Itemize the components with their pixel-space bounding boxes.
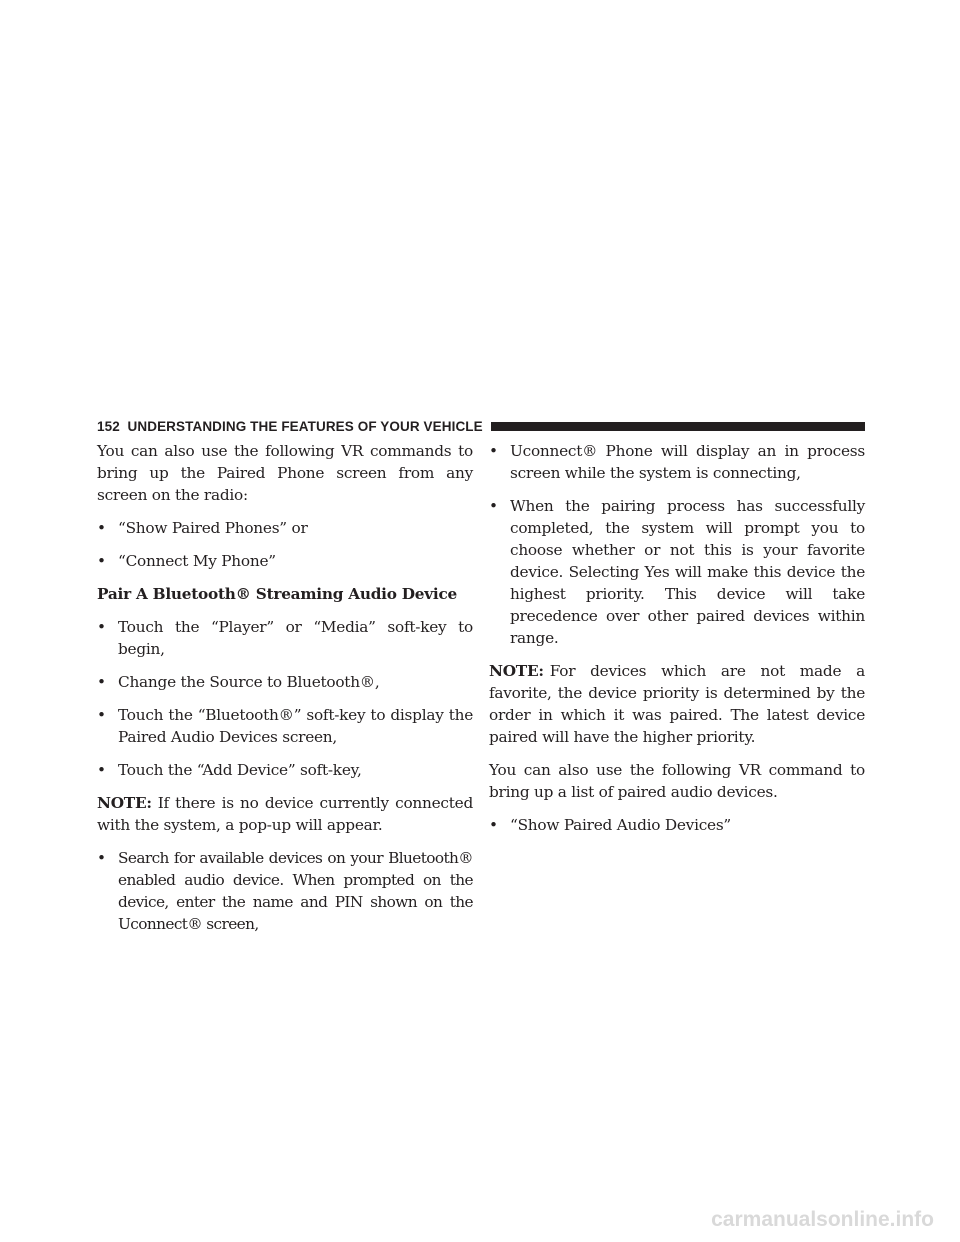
page-header — [97, 415, 865, 437]
list-item: • Touch the “Add Device” soft-key, — [97, 761, 362, 779]
bullet-icon: • — [97, 519, 106, 537]
pairing-steps-list-continued — [97, 847, 473, 935]
list-item: • Touch the “Bluetooth®” soft-key to display the Paired Audio Devices screen, — [97, 706, 473, 746]
list-item: • When the pairing process has successfully completed, the system will prompt you to choose whether or not this is your favorite device. Selecting Yes will make this device the highest priority. This device will take precedence over other paired devices within range. — [489, 497, 865, 647]
note-paragraph — [97, 792, 473, 836]
bullet-icon: • — [97, 849, 106, 867]
outro-paragraph: You can also use the following VR command to bring up a list of paired audio devices. — [489, 761, 865, 801]
list-item: • Touch the “Player” or “Media” soft-key to begin, — [97, 618, 473, 658]
note-paragraph — [489, 660, 865, 748]
bullet-icon: • — [489, 497, 498, 515]
left-column — [97, 440, 473, 946]
bullet-icon: • — [97, 673, 106, 691]
watermark: carmanualsonline.info — [711, 1208, 934, 1231]
list-item: • “Show Paired Audio Devices” — [489, 816, 732, 834]
list-item: • “Connect My Phone” — [97, 552, 276, 570]
note-label: NOTE: — [489, 662, 544, 680]
pairing-steps-list — [97, 616, 473, 781]
section-title: UNDERSTANDING THE FEATURES OF YOUR VEHICLE — [127, 418, 483, 434]
bullet-icon: • — [97, 552, 106, 570]
header-rule — [491, 422, 865, 431]
bullet-icon: • — [97, 618, 106, 636]
note-text: For devices which are not made a favorite, the device priority is determined by the order in which it was paired. The latest device paired will have the higher priority. — [489, 662, 865, 746]
bullet-icon: • — [489, 816, 498, 834]
pairing-steps-list-right — [489, 440, 865, 649]
vr-command-list-right — [489, 814, 865, 836]
intro-paragraph: You can also use the following VR commands to bring up the Paired Phone screen from any screen on the radio: — [97, 442, 473, 504]
note-label: NOTE: — [97, 794, 152, 812]
bullet-icon: • — [489, 442, 498, 460]
bullet-icon: • — [97, 761, 106, 779]
list-item: • Search for available devices on your Bluetooth® enabled audio device. When prompted on the device, enter the name and PIN shown on the Uconnect® screen, — [97, 849, 473, 933]
page-header-text — [97, 419, 483, 434]
page-number: 152 — [97, 418, 120, 434]
list-item: • “Show Paired Phones” or — [97, 519, 308, 537]
note-text: If there is no device currently connected with the system, a pop-up will appear. — [97, 794, 473, 834]
vr-command-list — [97, 517, 473, 572]
list-item: • Uconnect® Phone will display an in process screen while the system is connecting, — [489, 442, 865, 482]
bullet-icon: • — [97, 706, 106, 724]
right-column — [489, 440, 865, 847]
section-subheading: Pair A Bluetooth® Streaming Audio Device — [97, 585, 457, 603]
list-item: • Change the Source to Bluetooth®, — [97, 673, 380, 691]
